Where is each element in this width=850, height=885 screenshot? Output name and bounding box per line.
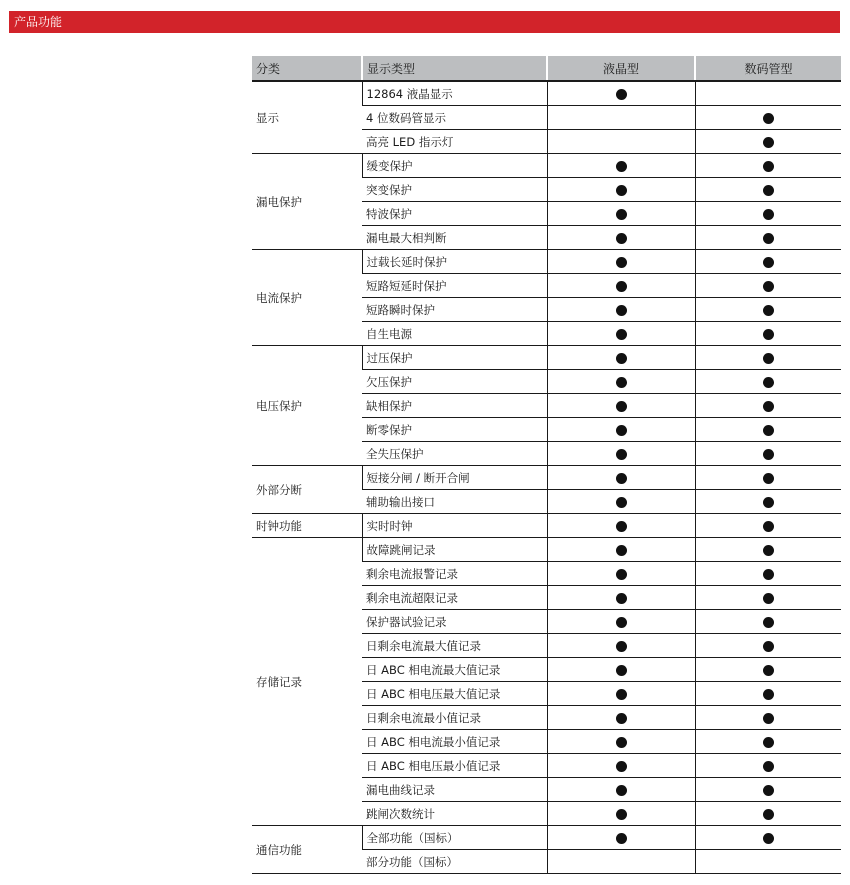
lcd-support-cell [547,514,695,538]
lcd-support-cell [547,658,695,682]
lcd-support-cell [547,850,695,874]
led-support-cell [695,226,841,250]
supported-dot-icon [763,641,774,652]
led-support-cell [695,106,841,130]
section-title: 产品功能 [14,15,63,29]
led-support-cell [695,802,841,826]
led-support-cell [695,322,841,346]
supported-dot-icon [763,809,774,820]
led-support-cell [695,730,841,754]
supported-dot-icon [616,785,627,796]
supported-dot-icon [763,545,774,556]
feature-cell: 欠压保护 [362,370,547,394]
lcd-support-cell [547,490,695,514]
supported-dot-icon [763,497,774,508]
supported-dot-icon [616,761,627,772]
supported-dot-icon [763,257,774,268]
feature-cell: 实时时钟 [362,514,547,538]
led-support-cell [695,610,841,634]
led-support-cell [695,490,841,514]
led-support-cell [695,634,841,658]
supported-dot-icon [616,641,627,652]
feature-cell: 全部功能（国标） [362,826,547,850]
supported-dot-icon [616,185,627,196]
supported-dot-icon [763,377,774,388]
led-support-cell [695,346,841,370]
supported-dot-icon [763,689,774,700]
led-support-cell [695,682,841,706]
category-cell: 存储记录 [252,538,362,826]
supported-dot-icon [616,497,627,508]
lcd-support-cell [547,682,695,706]
supported-dot-icon [763,665,774,676]
supported-dot-icon [763,113,774,124]
category-cell: 时钟功能 [252,514,362,538]
lcd-support-cell [547,250,695,274]
led-support-cell [695,538,841,562]
led-support-cell [695,154,841,178]
lcd-support-cell [547,202,695,226]
led-support-cell [695,586,841,610]
supported-dot-icon [616,353,627,364]
supported-dot-icon [763,281,774,292]
supported-dot-icon [616,449,627,460]
category-cell: 外部分断 [252,466,362,514]
feature-cell: 突变保护 [362,178,547,202]
led-support-cell [695,754,841,778]
feature-cell: 漏电曲线记录 [362,778,547,802]
led-support-cell [695,418,841,442]
feature-cell: 辅助输出接口 [362,490,547,514]
led-support-cell [695,394,841,418]
header-lcd-model: 液晶型 [547,56,695,81]
supported-dot-icon [616,737,627,748]
header-category: 分类 [252,56,362,81]
supported-dot-icon [763,449,774,460]
feature-cell: 过压保护 [362,346,547,370]
feature-cell: 自生电源 [362,322,547,346]
lcd-support-cell [547,826,695,850]
lcd-support-cell [547,298,695,322]
supported-dot-icon [763,305,774,316]
supported-dot-icon [763,521,774,532]
supported-dot-icon [763,425,774,436]
feature-cell: 特波保护 [362,202,547,226]
supported-dot-icon [616,425,627,436]
lcd-support-cell [547,754,695,778]
lcd-support-cell [547,634,695,658]
led-support-cell [695,81,841,106]
led-support-cell [695,274,841,298]
lcd-support-cell [547,538,695,562]
lcd-support-cell [547,418,695,442]
category-cell: 漏电保护 [252,154,362,250]
led-support-cell [695,298,841,322]
led-support-cell [695,442,841,466]
lcd-support-cell [547,562,695,586]
supported-dot-icon [763,353,774,364]
feature-cell: 缺相保护 [362,394,547,418]
feature-table [252,56,841,874]
lcd-support-cell [547,442,695,466]
led-support-cell [695,466,841,490]
header-display-type: 显示类型 [362,56,547,81]
table-row [252,154,841,178]
supported-dot-icon [763,593,774,604]
supported-dot-icon [616,377,627,388]
supported-dot-icon [763,617,774,628]
feature-cell: 剩余电流超限记录 [362,586,547,610]
feature-cell: 高亮 LED 指示灯 [362,130,547,154]
supported-dot-icon [763,137,774,148]
feature-cell: 12864 液晶显示 [362,81,547,106]
feature-cell: 日 ABC 相电压最小值记录 [362,754,547,778]
section-banner [9,11,840,33]
supported-dot-icon [616,521,627,532]
lcd-support-cell [547,154,695,178]
supported-dot-icon [616,473,627,484]
lcd-support-cell [547,81,695,106]
table-row [252,346,841,370]
led-support-cell [695,130,841,154]
supported-dot-icon [616,281,627,292]
feature-cell: 故障跳闸记录 [362,538,547,562]
lcd-support-cell [547,394,695,418]
led-support-cell [695,370,841,394]
lcd-support-cell [547,610,695,634]
led-support-cell [695,826,841,850]
feature-cell: 短路瞬时保护 [362,298,547,322]
table-row [252,466,841,490]
led-support-cell [695,562,841,586]
feature-cell: 日 ABC 相电流最大值记录 [362,658,547,682]
feature-cell: 跳闸次数统计 [362,802,547,826]
lcd-support-cell [547,346,695,370]
table-row [252,826,841,850]
category-cell: 通信功能 [252,826,362,874]
table-row [252,514,841,538]
supported-dot-icon [763,161,774,172]
feature-cell: 缓变保护 [362,154,547,178]
supported-dot-icon [616,617,627,628]
supported-dot-icon [763,737,774,748]
supported-dot-icon [763,329,774,340]
supported-dot-icon [616,305,627,316]
supported-dot-icon [763,233,774,244]
led-support-cell [695,250,841,274]
supported-dot-icon [616,833,627,844]
supported-dot-icon [763,761,774,772]
feature-cell: 日 ABC 相电压最大值记录 [362,682,547,706]
supported-dot-icon [763,209,774,220]
lcd-support-cell [547,130,695,154]
lcd-support-cell [547,706,695,730]
led-support-cell [695,658,841,682]
lcd-support-cell [547,226,695,250]
lcd-support-cell [547,106,695,130]
supported-dot-icon [616,89,627,100]
supported-dot-icon [616,161,627,172]
category-cell: 电压保护 [252,346,362,466]
supported-dot-icon [616,545,627,556]
category-cell: 显示 [252,81,362,154]
feature-cell: 短接分闸 / 断开合闸 [362,466,547,490]
lcd-support-cell [547,466,695,490]
feature-cell: 日剩余电流最大值记录 [362,634,547,658]
feature-cell: 日 ABC 相电流最小值记录 [362,730,547,754]
supported-dot-icon [616,593,627,604]
supported-dot-icon [763,785,774,796]
supported-dot-icon [616,329,627,340]
supported-dot-icon [616,809,627,820]
feature-cell: 4 位数码管显示 [362,106,547,130]
lcd-support-cell [547,370,695,394]
feature-cell: 日剩余电流最小值记录 [362,706,547,730]
feature-cell: 全失压保护 [362,442,547,466]
lcd-support-cell [547,778,695,802]
supported-dot-icon [763,833,774,844]
led-support-cell [695,778,841,802]
supported-dot-icon [763,473,774,484]
led-support-cell [695,850,841,874]
supported-dot-icon [616,569,627,580]
led-support-cell [695,202,841,226]
supported-dot-icon [763,569,774,580]
table-row [252,250,841,274]
lcd-support-cell [547,586,695,610]
led-support-cell [695,706,841,730]
table-header-row [252,56,841,81]
supported-dot-icon [616,233,627,244]
led-support-cell [695,178,841,202]
lcd-support-cell [547,802,695,826]
feature-cell: 短路短延时保护 [362,274,547,298]
supported-dot-icon [616,209,627,220]
led-support-cell [695,514,841,538]
supported-dot-icon [763,401,774,412]
feature-cell: 部分功能（国标） [362,850,547,874]
feature-cell: 保护器试验记录 [362,610,547,634]
lcd-support-cell [547,274,695,298]
supported-dot-icon [616,665,627,676]
supported-dot-icon [616,257,627,268]
supported-dot-icon [763,185,774,196]
feature-table-body [252,81,841,874]
table-row [252,81,841,106]
supported-dot-icon [616,713,627,724]
feature-cell: 剩余电流报警记录 [362,562,547,586]
feature-cell: 断零保护 [362,418,547,442]
supported-dot-icon [763,713,774,724]
feature-cell: 漏电最大相判断 [362,226,547,250]
table-row [252,538,841,562]
lcd-support-cell [547,178,695,202]
lcd-support-cell [547,322,695,346]
category-cell: 电流保护 [252,250,362,346]
supported-dot-icon [616,689,627,700]
header-led-model: 数码管型 [695,56,841,81]
lcd-support-cell [547,730,695,754]
feature-cell: 过载长延时保护 [362,250,547,274]
supported-dot-icon [616,401,627,412]
